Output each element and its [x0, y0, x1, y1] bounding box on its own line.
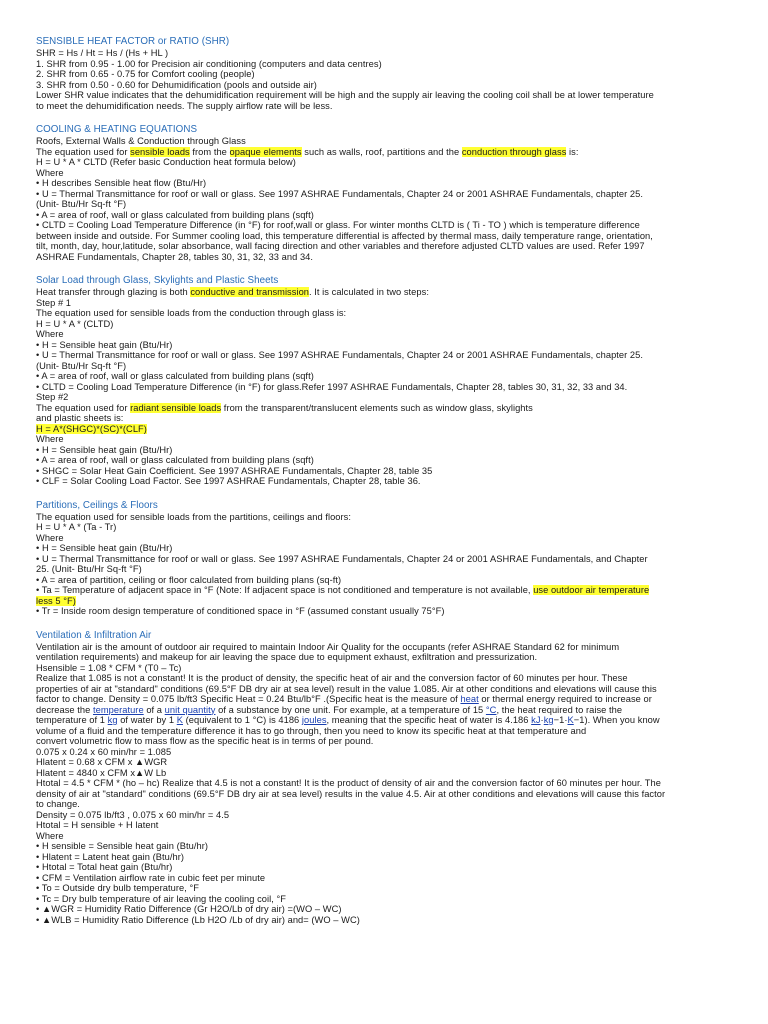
text-segment: Hlatent = 0.68 x CFM x ▲WGR — [36, 757, 168, 767]
text-segment: between inside and outside. For Summer cooling load, this temperature differential is affected by thermal mass, daily temperature range, orientation, — [36, 230, 653, 241]
text-line — [36, 894, 726, 905]
text-segment: • H describes Sensible heat flow (Btu/Hr) — [36, 178, 207, 188]
text-segment: · — [540, 715, 544, 725]
text-segment: The equation used for sensible loads from the partitions, ceilings and floors: — [36, 511, 352, 522]
highlighted-text: radiant sensible loads — [130, 402, 222, 413]
text-line — [36, 757, 726, 768]
text-segment: decrease the — [36, 704, 93, 715]
text-line — [36, 90, 726, 101]
text-line — [36, 596, 726, 607]
text-line — [36, 873, 726, 884]
text-segment: , meaning that the specific heat of water is 4.186 — [326, 715, 532, 725]
text-segment: 2. SHR from 0.65 - 0.75 for Comfort cooling (people) — [36, 69, 255, 79]
text-segment: 0.075 x 0.24 x 60 min/hr = 1.085 — [36, 746, 172, 757]
inline-link[interactable]: heat — [460, 694, 479, 704]
text-line — [36, 533, 726, 544]
text-segment: • U = Thermal Transmittance for roof or wall or glass. See 1997 ASHRAE Fundamentals, Chapter 24 or 2001 ASHRAE Fundamentals, chapter 25. — [36, 188, 643, 199]
text-segment: ASHRAE Fundamentals, Chapter 28, tables 30, 31, 32, 33 and 34. — [36, 251, 314, 262]
text-line — [36, 168, 726, 179]
text-segment: H = U * A * (Ta - Tr) — [36, 522, 117, 532]
highlighted-text: H = A*(SHGC)*(SC)*(CLF) — [36, 423, 147, 434]
text-line — [36, 382, 726, 393]
inline-link[interactable]: K — [176, 715, 183, 725]
text-segment: Step #2 — [36, 392, 69, 402]
inline-link[interactable]: kg — [107, 715, 118, 725]
inline-link[interactable]: kg — [543, 715, 554, 725]
text-line — [36, 308, 726, 319]
text-segment: • To = Outside dry bulb temperature, °F — [36, 883, 200, 893]
text-line — [36, 575, 726, 586]
text-line — [36, 434, 726, 445]
text-segment: • SHGC = Solar Heat Gain Coefficient. See 1997 ASHRAE Fundamentals, Chapter 28, table 35 — [36, 465, 433, 476]
section-heading: Partitions, Ceilings & Floors — [36, 499, 158, 511]
text-segment: • A = area of roof, wall or glass calculated from building plans (sqft) — [36, 455, 314, 465]
highlighted-text: conductive and transmission — [190, 287, 310, 297]
text-segment: • Htotal = Total heat gain (Btu/hr) — [36, 862, 173, 872]
text-line — [36, 424, 726, 435]
text-segment: from the — [189, 146, 230, 157]
text-line — [36, 715, 726, 726]
text-segment: density of air at "standard" conditions (69.5°F DB dry air at sea level) results in the value 4.5. Air at other conditions and elevations will cause this factor — [36, 788, 666, 799]
text-line — [36, 606, 726, 617]
highlighted-text: sensible loads — [130, 146, 190, 157]
section-heading: SENSIBLE HEAT FACTOR or RATIO (SHR) — [36, 36, 230, 47]
document-section — [36, 124, 726, 262]
inline-link[interactable]: °C — [485, 704, 497, 715]
text-line — [36, 329, 726, 340]
text-segment: Hlatent = 4840 x CFM x▲W Lb — [36, 767, 167, 778]
text-segment: Realize that 1.085 is not a constant! It is the product of density, the specific heat of air and the conversion factor of 60 minutes per hour. These — [36, 673, 628, 683]
text-line — [36, 361, 726, 372]
text-segment: of a — [143, 704, 165, 715]
text-line — [36, 252, 726, 263]
text-line — [36, 199, 726, 210]
text-segment: • CFM = Ventilation airflow rate in cubic feet per minute — [36, 872, 266, 883]
text-line — [36, 241, 726, 252]
text-line — [36, 841, 726, 852]
text-segment: Where — [36, 329, 64, 339]
text-segment: Where — [36, 830, 64, 841]
text-segment: Hsensible = 1.08 * CFM * (T0 – Tc) — [36, 662, 182, 673]
text-segment: Where — [36, 532, 64, 543]
text-segment: Step # 1 — [36, 297, 72, 308]
text-line — [36, 101, 726, 112]
text-segment: , the heat required to raise the — [496, 704, 623, 715]
text-segment: Where — [36, 167, 64, 178]
inline-link[interactable]: K — [567, 715, 574, 725]
text-line — [36, 810, 726, 821]
text-segment: The equation used for sensible loads from the conduction through glass is: — [36, 308, 347, 318]
text-segment: Htotal = 4.5 * CFM * (ho – hc) Realize that 4.5 is not a constant! It is the product of density of air and the conversion factor of 60 minutes per hour. The — [36, 778, 661, 788]
text-line — [36, 862, 726, 873]
text-line — [36, 80, 726, 91]
text-segment: • A = area of partition, ceiling or floor calculated from building plans (sq-ft) — [36, 574, 342, 585]
text-segment: tilt, month, day, hour,latitude, solar absorbance, wall facing direction and other variables and therefore adjusted CLTD values are used. Refer 1997 — [36, 241, 645, 251]
text-line — [36, 904, 726, 915]
text-segment: convert volumetric flow to mass flow as the specific heat is in terms of per pound. — [36, 736, 374, 746]
highlighted-text: conduction through glass — [461, 146, 567, 157]
text-line — [36, 799, 726, 810]
text-line — [36, 231, 726, 242]
text-line — [36, 694, 726, 705]
text-segment: Heat transfer through glazing is both — [36, 287, 191, 297]
text-segment: factor to change. Density = 0.075 lb/ft3 Specific Heat = 0.24 Btu/lb°F .(Specific heat is the measure of — [36, 694, 461, 704]
text-line — [36, 298, 726, 309]
text-segment: • ▲WLB = Humidity Ratio Difference (Lb H2O /Lb of dry air) and= (WO – WC) — [36, 914, 360, 925]
text-segment: • CLTD = Cooling Load Temperature Difference (in °F) for roof,wall or glass. For winter months CLTD is ( Ti - TO ) which is temperature difference — [36, 220, 640, 230]
text-segment: • U = Thermal Transmittance for roof or wall or glass. See 1997 ASHRAE Fundamentals, Chapter 24 or 2001 ASHRAE Fundamentals, and Chapter — [36, 553, 648, 564]
text-line — [36, 69, 726, 80]
text-line — [36, 455, 726, 466]
text-line — [36, 413, 726, 424]
text-segment: H = U * A * CLTD (Refer basic Conduction heat formula below) — [36, 157, 296, 167]
text-line — [36, 831, 726, 842]
inline-link[interactable]: unit quantity — [164, 704, 216, 715]
text-segment: is: — [566, 146, 579, 157]
text-segment: from the transparent/translucent elements such as window glass, skylights — [221, 402, 533, 413]
text-line — [36, 726, 726, 737]
text-line — [36, 147, 726, 158]
text-line — [36, 642, 726, 653]
inline-link[interactable]: joules — [301, 715, 327, 725]
text-line — [36, 747, 726, 758]
text-line — [36, 554, 726, 565]
text-segment: • H = Sensible heat gain (Btu/Hr) — [36, 339, 173, 350]
text-line — [36, 883, 726, 894]
text-segment: • U = Thermal Transmittance for roof or wall or glass. See 1997 ASHRAE Fundamentals, Chapter 24 or 2001 ASHRAE Fundamentals, chapter 25. — [36, 350, 643, 360]
highlighted-text: opaque elements — [229, 146, 302, 157]
text-segment: • H = Sensible heat gain (Btu/Hr) — [36, 444, 173, 455]
text-segment: The equation used for — [36, 146, 131, 157]
text-line — [36, 403, 726, 414]
text-line — [36, 189, 726, 200]
text-line — [36, 59, 726, 70]
text-line — [36, 684, 726, 695]
inline-link[interactable]: kJ — [531, 715, 541, 725]
text-line — [36, 392, 726, 403]
document-section — [36, 500, 726, 617]
text-segment: Htotal = H sensible + H latent — [36, 820, 159, 830]
text-line — [36, 915, 726, 926]
text-segment: Density = 0.075 lb/ft3 , 0.075 x 60 min/hr = 4.5 — [36, 809, 230, 820]
text-line — [36, 789, 726, 800]
text-segment: 3. SHR from 0.50 - 0.60 for Dehumidification (pools and outside air) — [36, 79, 317, 90]
text-segment: . It is calculated in two steps: — [309, 287, 429, 297]
text-segment: • A = area of roof, wall or glass calculated from building plans (sqft) — [36, 209, 314, 220]
text-segment: Ventilation air is the amount of outdoor air required to maintain Indoor Air Quality for the occupants (refer ASHRAE Standard 62 for minimum — [36, 641, 620, 652]
text-line — [36, 652, 726, 663]
text-segment: 1. SHR from 0.95 - 1.00 for Precision air conditioning (computers and data centres) — [36, 58, 382, 69]
text-segment: (Unit- Btu/Hr Sq-ft °F) — [36, 199, 127, 209]
text-line — [36, 476, 726, 487]
text-segment: SHR = Hs / Ht = Hs / (Hs + HL ) — [36, 48, 169, 58]
text-segment: temperature of 1 — [36, 715, 108, 725]
text-segment: The equation used for — [36, 402, 131, 413]
text-segment: • Ta = Temperature of adjacent space in °F (Note: If adjacent space is not conditioned and temperature is not available, — [36, 585, 534, 595]
text-segment: −1). When you know — [573, 715, 660, 725]
text-segment: or thermal energy required to increase or — [478, 694, 652, 704]
text-line — [36, 852, 726, 863]
text-segment: • Hlatent = Latent heat gain (Btu/hr) — [36, 851, 185, 862]
text-segment: to change. — [36, 799, 80, 809]
inline-link[interactable]: temperature — [93, 704, 144, 715]
text-segment: and plastic sheets is: — [36, 413, 124, 423]
text-line — [36, 564, 726, 575]
text-segment: Lower SHR value indicates that the dehumidification requirement will be high and the supply air leaving the cooling coil shall be at lower temperature — [36, 90, 654, 100]
section-heading: COOLING & HEATING EQUATIONS — [36, 124, 198, 135]
text-line — [36, 178, 726, 189]
text-segment: such as walls, roof, partitions and the — [301, 146, 462, 157]
document-page — [36, 36, 726, 938]
document-section — [36, 275, 726, 487]
text-line — [36, 350, 726, 361]
text-segment: • H = Sensible heat gain (Btu/Hr) — [36, 543, 173, 553]
text-segment: properties of air at "standard" conditions (69.5°F DB dry air at sea level) result in the value 1.085. Air at other conditions and elevations will cause this — [36, 683, 657, 694]
text-line — [36, 136, 726, 147]
text-segment: • Tc = Dry bulb temperature of air leaving the cooling coil, °F — [36, 893, 286, 904]
document-section — [36, 36, 726, 111]
text-segment: • A = area of roof, wall or glass calculated from building plans (sqft) — [36, 371, 314, 381]
text-segment: 25. (Unit- Btu/Hr Sq-ft °F) — [36, 564, 142, 574]
text-line — [36, 768, 726, 779]
text-line — [36, 522, 726, 533]
text-segment: • Tr = Inside room design temperature of conditioned space in °F (assumed constant usually 75°F) — [36, 606, 445, 616]
text-line — [36, 48, 726, 59]
text-segment: Roofs, External Walls & Conduction through Glass — [36, 136, 246, 146]
text-segment: volume of a fluid and the temperature difference it has to go through, then you need to know its specific heat at that temperature and — [36, 725, 587, 736]
text-line — [36, 319, 726, 330]
text-segment: of water by 1 — [117, 715, 177, 725]
text-line — [36, 371, 726, 382]
text-line — [36, 340, 726, 351]
text-segment: (equivalent to 1 °C) is 4186 — [183, 715, 302, 725]
text-segment: of a substance by one unit. For example, at a temperature of 15 — [215, 704, 486, 715]
text-segment: H = U * A * (CLTD) — [36, 318, 114, 329]
highlighted-text: use outdoor air temperature — [533, 585, 650, 595]
document-section — [36, 630, 726, 926]
text-segment: (Unit- Btu/Hr Sq-ft °F) — [36, 360, 127, 371]
text-segment: −1· — [553, 715, 568, 725]
section-heading: Ventilation & Infiltration Air — [36, 629, 152, 641]
text-line — [36, 673, 726, 684]
text-line — [36, 287, 726, 298]
text-segment: ventilation requirements) and makeup for air leaving the space due to equipment exhaust, exfiltration and pressurization. — [36, 652, 538, 662]
text-segment: • ▲WGR = Humidity Ratio Difference (Gr H2O/Lb of dry air) =(WO – WC) — [36, 904, 342, 914]
text-segment: Where — [36, 434, 64, 444]
text-line — [36, 585, 726, 596]
text-segment: • CLF = Solar Cooling Load Factor. See 1997 ASHRAE Fundamentals, Chapter 28, table 36. — [36, 476, 421, 486]
text-line — [36, 157, 726, 168]
text-line — [36, 466, 726, 477]
text-segment: to meet the dehumidification needs. The supply airflow rate will be less. — [36, 100, 333, 111]
text-line — [36, 820, 726, 831]
text-line — [36, 512, 726, 523]
text-line — [36, 210, 726, 221]
text-segment: • H sensible = Sensible heat gain (Btu/hr) — [36, 841, 209, 851]
text-segment: • CLTD = Cooling Load Temperature Difference (in °F) for glass.Refer 1997 ASHRAE Fundamentals, Chapter 28, tables 30, 31, 32, 33 and 34. — [36, 381, 628, 392]
text-line — [36, 736, 726, 747]
section-heading: Solar Load through Glass, Skylights and Plastic Sheets — [36, 275, 279, 286]
text-line — [36, 445, 726, 456]
text-line — [36, 220, 726, 231]
highlighted-text: less 5 °F) — [36, 595, 76, 606]
text-line — [36, 778, 726, 789]
text-line — [36, 663, 726, 674]
text-line — [36, 543, 726, 554]
text-line — [36, 705, 726, 716]
